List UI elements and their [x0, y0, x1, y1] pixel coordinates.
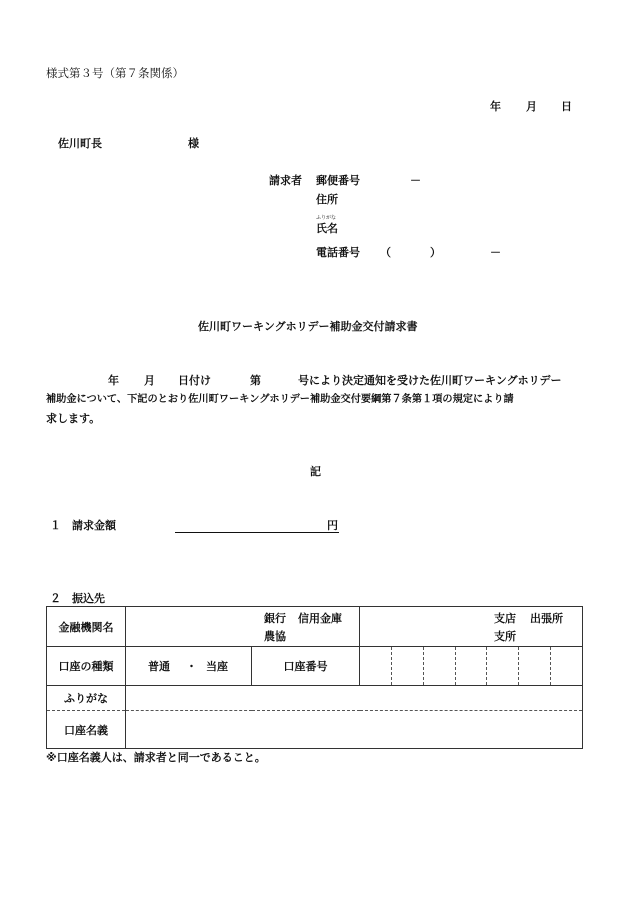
addressee: 佐川町長: [58, 137, 102, 150]
footnote: ※口座名義人は、請求者と同一であること。: [46, 751, 266, 764]
name-ruby: ふりがな: [316, 215, 337, 221]
furigana-value: [126, 686, 583, 711]
toza-option: 当座: [206, 660, 228, 673]
record-mark: 記: [310, 465, 321, 478]
branch-option: 支店: [494, 612, 516, 625]
shinkin-option: 信用金庫: [298, 612, 342, 625]
dot-separator: ・: [186, 660, 197, 673]
nokyo-option: 農協: [264, 630, 286, 643]
bank-option: 銀行: [264, 612, 286, 625]
body-year: 年: [108, 374, 119, 387]
phone-open-paren: （: [380, 246, 391, 259]
digit-cell: [423, 647, 455, 685]
institution-label: 金融機関名: [47, 607, 126, 647]
digit-cell: [455, 647, 487, 685]
digit-cell: [518, 647, 550, 685]
date-year-label: 年: [490, 100, 501, 113]
postal-code-label: 郵便番号: [316, 174, 360, 187]
body-no: 第: [250, 374, 261, 387]
item2-label: 振込先: [72, 592, 105, 605]
date-month-label: 月: [526, 100, 537, 113]
digit-cell: [360, 647, 391, 685]
item1-label: 請求金額: [72, 519, 116, 532]
institution-name-cell: [126, 607, 360, 647]
shisho-option: 支所: [494, 630, 516, 643]
furigana-label: ふりがな: [47, 686, 126, 711]
account-type-row: [47, 647, 583, 686]
name-label: 氏名: [316, 222, 338, 235]
date-day-label: 日: [561, 100, 572, 113]
sub-branch-option: 出張所: [530, 612, 563, 625]
account-type-label: 口座の種類: [47, 647, 126, 686]
branch-cell: [360, 607, 583, 647]
holder-value: [126, 711, 583, 749]
phone-dash: －: [490, 246, 501, 259]
institution-row: [47, 607, 583, 647]
address-label: 住所: [316, 193, 338, 206]
item2-number: ２: [50, 592, 61, 605]
body-line2: 補助金について、下記のとおり佐川町ワーキングホリデー補助金交付要綱第７条第１項の規定により請: [46, 394, 514, 405]
item1-number: １: [50, 519, 61, 532]
futsu-option: 普通: [148, 660, 170, 673]
postal-code-dash: －: [410, 174, 421, 187]
body-month: 月: [144, 374, 155, 387]
digit-cell: [486, 647, 518, 685]
body-line1-rest: 号により決定通知を受けた佐川町ワーキングホリデー: [298, 374, 562, 387]
holder-label: 口座名義: [47, 711, 126, 749]
amount-unit: 円: [327, 519, 338, 532]
furigana-row: [47, 686, 583, 711]
phone-label: 電話番号: [316, 246, 360, 259]
account-type-options: [126, 647, 252, 686]
claimant-label: 請求者: [269, 174, 302, 187]
phone-close-paren: ）: [430, 246, 441, 259]
document-title: 佐川町ワーキングホリデー補助金交付請求書: [198, 320, 418, 333]
account-number-digits: [360, 647, 583, 686]
amount-underline: [175, 532, 339, 533]
bank-table: [46, 606, 583, 749]
honorific: 様: [188, 137, 199, 150]
body-dated: 日付け: [178, 374, 211, 387]
account-number-label: 口座番号: [252, 647, 360, 686]
form-number: 様式第３号（第７条関係）: [46, 66, 184, 80]
body-line3: 求します。: [46, 412, 101, 425]
digit-cell: [391, 647, 423, 685]
holder-row: [47, 711, 583, 749]
digit-cell: [550, 647, 582, 685]
